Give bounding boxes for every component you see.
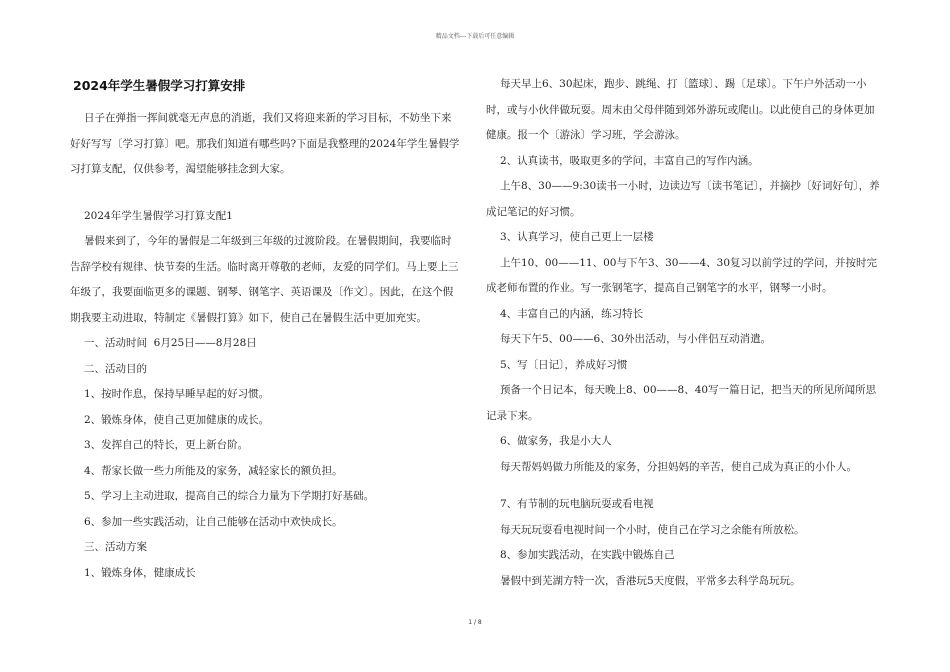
list-item: 三、活动方案 xyxy=(84,541,147,553)
body-paragraph: 暑假中到芜湖方特一次，香港玩5天度假，平常多去科学岛玩玩。 xyxy=(500,574,801,587)
page-number: 1 / 8 xyxy=(468,619,482,626)
list-heading: 2、认真读书，吸取更多的学问，丰富自己的写作内涵。 xyxy=(500,154,759,167)
list-item: 3、发挥自己的特长，更上新台阶。 xyxy=(84,439,249,451)
list-item: 1、按时作息，保持早睡早起的好习惯。 xyxy=(84,388,270,400)
list-heading: 5、写〔日记〕，养成好习惯 xyxy=(500,358,628,371)
list-heading: 7、有节制的玩电脑玩耍或看电视 xyxy=(500,498,654,510)
left-column xyxy=(70,70,460,586)
body-paragraph: 每天下午5、00——6、30外出活动，与小伴侣互动消遣。 xyxy=(500,333,772,345)
body-paragraph: 上午8、30——9:30读书一小时，边读边写〔读书笔记〕，并摘抄〔好词好句〕，养成记笔记的好习惯。 xyxy=(486,180,880,218)
list-heading: 8、参加实践活动，在实践中锻炼自己 xyxy=(500,549,675,561)
list-item: 4、帮家长做一些力所能及的家务，减轻家长的额负担。 xyxy=(84,464,343,477)
list-item: 2、锻炼身体，使自己更加健康的成长。 xyxy=(84,413,270,426)
spacer xyxy=(70,183,460,204)
list-item: 5、学习上主动进取，提高自己的综合力量为下学期打好基础。 xyxy=(84,490,375,502)
body-paragraph: 暑假来到了，今年的暑假是二年级到三年级的过渡阶段。在暑假期间，我要临时告辞学校有规律、快节奏的生活。临时离开尊敬的老师，友爱的同学们。马上要上三年级了，我要面临更多的课题、钢琴、钢笔字、英语课及〔作文〕。因此，在这个假期我要主动进取，特制定《暑假打算》如下，使自己在暑假生活中更加充实。 xyxy=(70,235,459,324)
body-paragraph: 每天玩玩耍看电视时间一个小时，使自己在学习之余能有所放松。 xyxy=(500,523,805,536)
body-paragraph: 预备一个日记本，每天晚上8、00——8、40写一篇日记，把当天的所见所闻所思记录下来。 xyxy=(486,384,877,422)
body-paragraph: 上午10、00——11、00与下午3、30——4、30复习以前学过的学问，并按时完成老师布置的作业。写一张钢笔字，提高自己钢笔字的水平，钢琴一小时。 xyxy=(486,256,878,294)
list-item: 1、锻炼身体，健康成长 xyxy=(84,566,196,579)
list-item: 一、活动时间 6月25日——8月28日 xyxy=(84,337,257,349)
right-column xyxy=(486,72,882,594)
list-item: 二、活动目的 xyxy=(84,362,147,375)
list-heading: 4、丰富自己的内涵，练习特长 xyxy=(500,307,644,320)
list-heading: 6、做家务，我是小大人 xyxy=(500,435,612,447)
list-heading: 3、认真学习，使自己更上一层楼 xyxy=(500,231,654,243)
body-paragraph: 每天帮妈妈做力所能及的家务，分担妈妈的辛苦，使自己成为真正的小仆人。 xyxy=(500,460,857,473)
document-title: 2024年学生暑假学习打算安排 xyxy=(73,78,246,93)
body-paragraph: 每天早上6、30起床，跑步、跳绳、打〔篮球〕、踢〔足球〕。下午户外活动一小时，或与小伙伴做玩耍。周末由父母伴随到郊外游玩或爬山。以此使自己的身体更加健康。报一个〔游泳〕学习班，学会游泳。 xyxy=(486,78,875,141)
intro-paragraph: 日子在弹指一挥间就毫无声息的消逝，我们又将迎来新的学习目标，不妨坐下来好好写写〔学习打算〕吧。那我们知道有哪些吗?下面是我整理的2024年学生暑假学习打算支配，仅供参考，渴望能够挂念到大家。 xyxy=(70,112,460,175)
section-subtitle: 2024年学生暑假学习打算支配1 xyxy=(84,209,233,222)
spacer xyxy=(486,480,882,492)
page-header: 精品文档---下载后可任意编辑 xyxy=(435,33,515,40)
list-item: 6、参加一些实践活动，让自己能够在活动中欢快成长。 xyxy=(84,515,343,528)
